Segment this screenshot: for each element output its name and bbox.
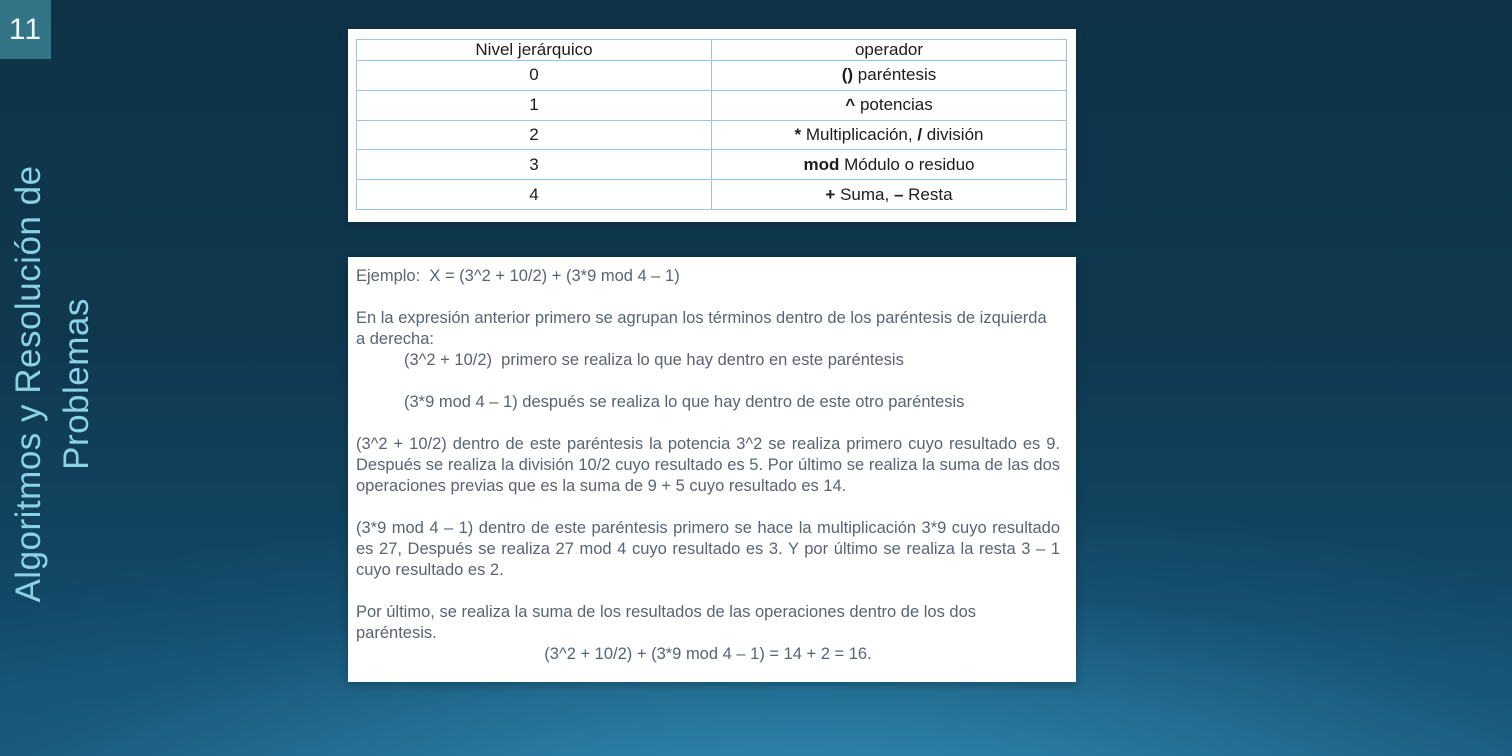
operator-description: Multiplicación, — [801, 124, 918, 144]
operator-cell — [712, 180, 1067, 210]
paragraph: En la expresión anterior primero se agrupan los términos dentro de los paréntesis de izquierda a derecha: — [356, 309, 1052, 348]
example-card — [348, 257, 1076, 682]
hierarchy-table — [356, 39, 1067, 210]
level-cell: 3 — [357, 150, 712, 180]
hierarchy-table-body — [357, 61, 1067, 210]
operator-symbol: () — [841, 65, 854, 85]
operator-cell — [712, 90, 1067, 120]
paragraph: (3*9 mod 4 – 1) después se realiza lo que hay dentro de este otro paréntesis — [404, 393, 965, 411]
table-row — [357, 61, 1067, 91]
operator-description: división — [922, 124, 984, 144]
level-cell: 4 — [357, 180, 712, 210]
operator-cell — [712, 150, 1067, 180]
header-nivel-jerarquico: Nivel jerárquico — [357, 40, 712, 61]
level-cell: 1 — [357, 90, 712, 120]
paragraph: (3^2 + 10/2) dentro de este paréntesis la potencia 3^2 se realiza primero cuyo resultado es 9. Después se realiza la división 10/2 cuyo resultado es 5. Por último se realiza la suma de las dos operaciones previas que es la suma de 9 + 5 cuyo resultado es 14. — [356, 435, 1060, 495]
paragraph: (3^2 + 10/2) + (3*9 mod 4 – 1) = 14 + 2 = 16. — [544, 645, 872, 663]
operator-description: Suma, — [835, 184, 894, 204]
operator-symbol: ^ — [845, 95, 856, 115]
table-row — [357, 90, 1067, 120]
paragraph: (3*9 mod 4 – 1) dentro de este paréntesis primero se hace la multiplicación 3*9 cuyo resultado es 27, Después se realiza 27 mod 4 cuyo resultado es 3. Y por último se realiza la resta 3 – 1 cuyo resultado es 2. — [356, 519, 1060, 579]
table-row — [357, 120, 1067, 150]
slide-number-badge: 11 — [0, 0, 51, 59]
operator-description: Resta — [903, 184, 953, 204]
vertical-slide-title-line1: Algoritmos y Resolución de — [9, 165, 48, 603]
operator-description: potencias — [855, 95, 933, 115]
operator-description: paréntesis — [853, 65, 937, 85]
operator-symbol: * — [794, 124, 802, 144]
table-row — [357, 150, 1067, 180]
table-header-row — [357, 40, 1067, 61]
operator-symbol: mod — [803, 154, 840, 174]
operator-cell — [712, 61, 1067, 91]
header-operador: operador — [712, 40, 1067, 61]
example-text — [356, 266, 1060, 665]
operator-symbol: – — [893, 184, 904, 204]
paragraph: Ejemplo: X = (3^2 + 10/2) + (3*9 mod 4 – 1) — [356, 267, 680, 285]
operator-symbol: + — [825, 184, 836, 204]
level-cell: 0 — [357, 61, 712, 91]
operator-description: Módulo o residuo — [839, 154, 975, 174]
hierarchy-table-card — [348, 29, 1076, 222]
level-cell: 2 — [357, 120, 712, 150]
operator-cell — [712, 120, 1067, 150]
table-row — [357, 180, 1067, 210]
paragraph: Por último, se realiza la suma de los resultados de las operaciones dentro de los dos paréntesis. — [356, 603, 981, 642]
vertical-slide-title — [5, 144, 101, 624]
operator-symbol: / — [917, 124, 923, 144]
paragraph: (3^2 + 10/2) primero se realiza lo que hay dentro en este paréntesis — [404, 351, 904, 369]
vertical-slide-title-line2: Problemas — [57, 298, 96, 470]
